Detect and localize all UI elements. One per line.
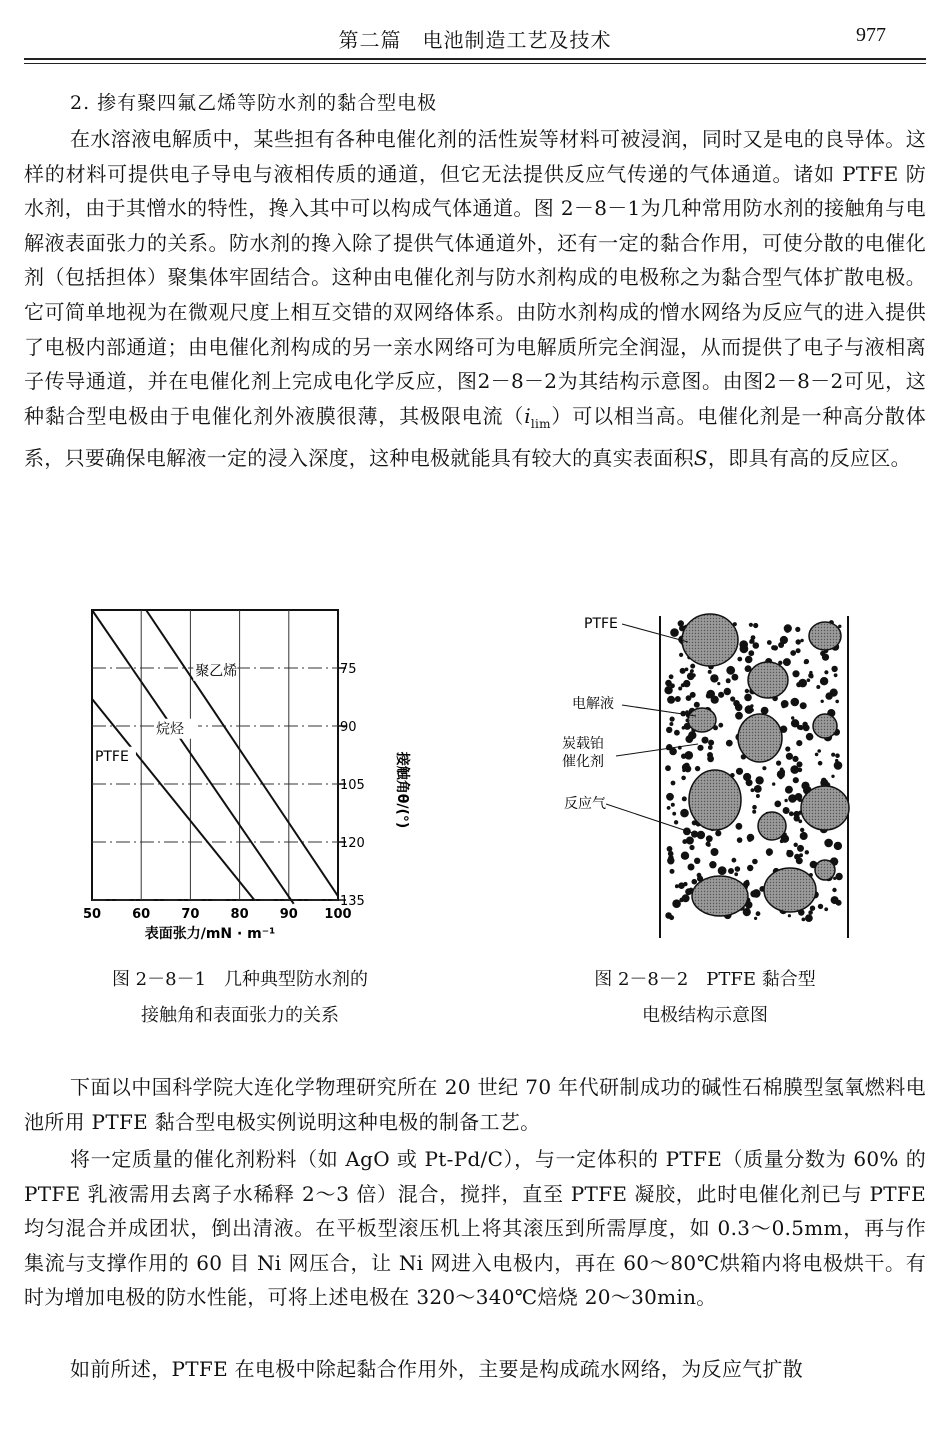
figure-1-caption (60, 962, 420, 1034)
series-label: PTFE (94, 748, 129, 765)
catalyst-particle (810, 906, 815, 911)
header-rule-thick (24, 58, 926, 60)
catalyst-particle (786, 850, 793, 857)
catalyst-particle (746, 779, 753, 786)
ptfe-particle (758, 812, 786, 840)
figure-1-caption-line2: 接触角和表面张力的关系 (141, 1005, 339, 1026)
catalyst-particle (688, 864, 695, 871)
catalyst-particle (794, 843, 798, 847)
x-tick-label: 80 (230, 907, 249, 922)
label-catalyst-line2: 催化剂 (562, 754, 604, 770)
catalyst-particle (754, 785, 762, 793)
catalyst-particle (776, 761, 781, 766)
catalyst-particle (832, 888, 836, 892)
catalyst-particle (669, 915, 674, 920)
catalyst-particle (834, 761, 843, 770)
catalyst-particle (777, 770, 785, 778)
catalyst-particle (735, 866, 741, 872)
catalyst-particle (692, 673, 696, 677)
paragraph-4: 如前所述，PTFE 在电极中除起黏合作用外，主要是构成疏水网络，为反应气扩散 (70, 1357, 804, 1381)
catalyst-particle (792, 756, 798, 762)
catalyst-particle (682, 796, 687, 801)
page-number: 977 (856, 24, 886, 46)
catalyst-particle (688, 731, 696, 739)
ptfe-particle (748, 662, 788, 698)
catalyst-particle (808, 910, 813, 915)
catalyst-particle (801, 782, 809, 790)
limit-current-subscript: lim (530, 416, 551, 431)
catalyst-particle (730, 696, 735, 701)
catalyst-particle (815, 753, 819, 757)
y-tick-label: 75 (340, 662, 357, 677)
catalyst-particle (745, 656, 753, 664)
catalyst-particle (790, 650, 796, 656)
catalyst-particle (774, 801, 781, 808)
catalyst-particle (715, 830, 721, 836)
catalyst-particle (751, 788, 755, 792)
catalyst-particle (695, 766, 700, 771)
catalyst-particle (689, 845, 694, 850)
catalyst-particle (834, 673, 838, 677)
catalyst-particle (797, 845, 804, 852)
paragraph-1-text-c: ，即具有高的反应区。 (707, 446, 911, 471)
ptfe-particle (682, 614, 738, 666)
catalyst-particle (717, 682, 720, 685)
catalyst-particle (816, 685, 820, 689)
catalyst-particle (780, 636, 788, 644)
catalyst-particle (745, 689, 749, 693)
catalyst-particle (795, 627, 800, 632)
catalyst-particle (771, 645, 776, 650)
catalyst-particle (764, 708, 768, 712)
catalyst-particle (802, 918, 806, 922)
catalyst-particle (690, 669, 694, 673)
series-label: 烷烃 (155, 721, 184, 738)
catalyst-particle (835, 753, 840, 758)
catalyst-particle (785, 786, 792, 793)
catalyst-particle (747, 865, 753, 871)
catalyst-particle (796, 639, 801, 644)
catalyst-particle (707, 755, 714, 762)
figure-1-chart (80, 600, 410, 960)
paragraph-1-text-a: 在水溶液电解质中，某些担有各种电催化剂的活性炭等材料可被浸润，同时又是电的良导体。这样的材料可提供电子导电与液相传质的通道，但它无法提供反应气传递的气体通道。诸如 PTFE 防水剂，由于其憎水的特性，搀入其中可以构成气体通道。图 2－8－1为几种常用防水剂的接触角与电解液表面张力的关系。防水剂的搀入除了提供气体通道外，还有一定的黏合作用，可使分散的电催化剂（包括担体）聚集体牢固结合。这种由电催化剂与防水剂构成的电极称之为黏合型气体扩散电极。它可简单地视为在微观尺度上相互交错的双网络体系。由防水剂构成的憎水网络为反应气的进入提供了电极内部通道；由电催化剂构成的另一亲水网络可为电解质所完全润湿，从而提供了电子与液相离子传导通道，并在电催化剂上完成电化学反应，图2－8－2为其结构示意图。由图2－8－2可见，这种黏合型电极由于电催化剂外液膜很薄，其极限电流（ (24, 127, 926, 428)
figure-1-caption-line1: 图 2－8－1 几种典型防水剂的 (111, 969, 369, 990)
catalyst-particle (805, 850, 809, 854)
catalyst-particle (678, 620, 684, 626)
catalyst-particle (752, 889, 761, 898)
catalyst-particle (825, 692, 832, 699)
catalyst-particle (800, 702, 807, 709)
catalyst-particle (756, 911, 761, 916)
catalyst-particle (711, 696, 719, 704)
catalyst-particle (706, 842, 711, 847)
paragraph-1 (24, 122, 926, 476)
catalyst-particle (669, 674, 674, 679)
figure-2-caption-line2: 电极结构示意图 (642, 1005, 768, 1026)
x-tick-label: 60 (132, 907, 151, 922)
catalyst-particle (744, 694, 752, 702)
catalyst-particle (749, 623, 753, 627)
paragraph-1-text-b: ）可以相当高。电催化剂是一种高分散体系，只要确保电解液一定的浸入深度，这种电极就能具有较大的真实表面积 (24, 403, 926, 471)
catalyst-particle (736, 768, 743, 775)
y-tick-label: 105 (340, 778, 365, 793)
catalyst-particle (783, 658, 791, 666)
catalyst-particle (735, 712, 743, 720)
catalyst-particle (697, 831, 705, 839)
catalyst-particle (789, 811, 794, 816)
surface-area-symbol: S (693, 446, 708, 471)
x-tick-label: 70 (181, 907, 200, 922)
catalyst-particle (834, 842, 842, 850)
x-axis-title: 表面张力/mN · m⁻¹ (144, 926, 276, 942)
catalyst-particle (824, 670, 828, 674)
catalyst-particle (666, 727, 672, 733)
catalyst-particle (685, 668, 689, 672)
catalyst-particle (750, 708, 754, 712)
catalyst-particle (831, 775, 834, 778)
ptfe-particle (688, 708, 716, 732)
running-title: 第二篇 电池制造工艺及技术 (338, 28, 612, 52)
catalyst-particle (755, 776, 763, 784)
catalyst-particle (785, 746, 790, 751)
catalyst-particle (737, 837, 743, 843)
catalyst-particle (748, 650, 754, 656)
catalyst-particle (752, 805, 757, 810)
ptfe-particle (738, 714, 782, 762)
catalyst-particle (683, 882, 687, 886)
catalyst-particle (670, 717, 675, 722)
catalyst-particle (671, 803, 675, 807)
catalyst-particle (667, 846, 673, 852)
catalyst-particle (793, 777, 799, 783)
label-catalyst-line1: 炭载铂 (562, 736, 604, 752)
catalyst-particle (686, 837, 694, 845)
catalyst-particle (732, 674, 739, 681)
catalyst-particle (668, 851, 674, 857)
section-heading: 2. 掺有聚四氟乙烯等防水剂的黏合型电极 (70, 92, 438, 114)
y-tick-label: 135 (340, 894, 365, 909)
catalyst-particle (818, 904, 823, 909)
y-tick-label: 120 (340, 836, 365, 851)
catalyst-particle (746, 904, 751, 909)
catalyst-particle (736, 823, 743, 830)
catalyst-particle (718, 723, 723, 728)
catalyst-particle (681, 776, 686, 781)
catalyst-particle (706, 693, 711, 698)
catalyst-particle (694, 858, 700, 864)
running-header (24, 18, 926, 62)
ptfe-particle (764, 868, 816, 912)
catalyst-particle (784, 799, 787, 802)
catalyst-particle (753, 642, 760, 649)
catalyst-particle (670, 683, 675, 688)
catalyst-particle (772, 782, 775, 785)
catalyst-particle (718, 866, 727, 875)
catalyst-particle (737, 657, 742, 662)
catalyst-particle (822, 654, 829, 661)
catalyst-particle (818, 761, 823, 766)
catalyst-particle (800, 639, 803, 642)
catalyst-particle (670, 628, 679, 637)
catalyst-particle (692, 879, 698, 885)
catalyst-particle (805, 914, 813, 922)
catalyst-particle (681, 754, 686, 759)
catalyst-particle (781, 700, 789, 708)
x-tick-label: 50 (82, 907, 102, 922)
catalyst-particle (803, 724, 810, 731)
catalyst-particle (780, 839, 784, 843)
catalyst-particle (674, 730, 680, 736)
catalyst-particle (753, 623, 758, 628)
x-tick-label: 90 (279, 907, 298, 922)
label-electrolyte: 电解液 (572, 696, 614, 712)
catalyst-particle (756, 794, 760, 798)
catalyst-particle (724, 688, 731, 695)
catalyst-particle (807, 678, 811, 682)
catalyst-particle (798, 679, 807, 688)
catalyst-particle (685, 710, 689, 714)
paragraph-3: 将一定质量的催化剂粉料（如 AgO 或 Pt-Pd/C），与一定体积的 PTFE（质量分数为 60% 的 PTFE 乳液需用去离子水稀释 2～3 倍）混合，搅拌，直至 PTFE 凝胶，此时电催化剂已与 PTFE 均匀混合并成团状，倒出清液。在平板型滚压机上将其滚压到所需厚度，如 0.3～0.5mm，再与作集流与支撑作用的 60 目 Ni 网压合，让 Ni 网进入电极内，再在 60～80℃烘箱内将电极烘干。有时为增加电极的防水性能，可将上述电极在 320～340℃焙烧 20～30min。 (24, 1147, 926, 1310)
catalyst-particle (726, 666, 735, 675)
catalyst-particle (835, 759, 838, 762)
leader-gas (606, 804, 696, 834)
catalyst-particle (709, 861, 716, 868)
catalyst-particle (831, 666, 837, 672)
header-rule-thin (24, 63, 926, 64)
catalyst-particle (798, 819, 802, 823)
catalyst-particle (675, 884, 679, 888)
catalyst-particle (669, 722, 673, 726)
catalyst-particle (835, 873, 842, 880)
catalyst-particle (786, 753, 793, 760)
catalyst-particle (797, 761, 803, 767)
catalyst-particle (824, 839, 833, 848)
catalyst-particle (754, 917, 757, 920)
catalyst-particle (711, 848, 719, 856)
catalyst-particle (817, 749, 821, 753)
ptfe-particle (815, 860, 835, 880)
ptfe-particle (801, 786, 849, 830)
catalyst-particle (749, 640, 753, 644)
series-line (146, 610, 338, 896)
catalyst-particle (783, 807, 790, 814)
ptfe-particle (813, 714, 837, 738)
catalyst-particle (796, 740, 802, 746)
ptfe-particle (692, 876, 748, 916)
catalyst-particle (683, 680, 690, 687)
catalyst-particle (706, 835, 713, 842)
catalyst-particle (665, 765, 671, 771)
catalyst-particle (796, 857, 803, 864)
series-label: 聚乙烯 (195, 663, 238, 680)
catalyst-particle (791, 716, 794, 719)
catalyst-particle (670, 869, 675, 874)
catalyst-particle (708, 745, 713, 750)
catalyst-particle (667, 857, 674, 864)
catalyst-particle (797, 725, 802, 730)
catalyst-particle (671, 781, 676, 786)
catalyst-particle (718, 692, 724, 698)
catalyst-particle (686, 753, 689, 756)
catalyst-particle (804, 659, 809, 664)
figure-2-schematic (550, 608, 860, 948)
catalyst-particle (732, 858, 737, 863)
catalyst-particle (809, 674, 813, 678)
catalyst-particle (762, 766, 766, 770)
catalyst-particle (666, 793, 674, 801)
catalyst-particle (792, 670, 799, 677)
catalyst-particle (675, 696, 681, 702)
catalyst-particle (726, 740, 733, 747)
paragraph-2: 下面以中国科学院大连化学物理研究所在 20 世纪 70 年代研制成功的碱性石棉膜型氢氧燃料电池所用 PTFE 黏合型电极实例说明这种电极的制备工艺。 (24, 1075, 926, 1134)
catalyst-particle (767, 851, 772, 856)
catalyst-particle (800, 828, 804, 832)
catalyst-particle (823, 678, 828, 683)
catalyst-particle (833, 877, 836, 880)
catalyst-particle (684, 765, 691, 772)
catalyst-particle (785, 627, 791, 633)
catalyst-particle (752, 859, 758, 865)
catalyst-particle (806, 733, 814, 741)
catalyst-particle (708, 740, 714, 746)
x-tick-label: 100 (324, 907, 352, 922)
catalyst-particle (750, 704, 753, 707)
y-axis-title: 接触角θ/(°) (394, 751, 410, 829)
catalyst-particle (739, 640, 748, 649)
catalyst-particle (796, 648, 801, 653)
catalyst-particle (752, 810, 756, 814)
catalyst-particle (678, 687, 682, 691)
catalyst-particle (667, 696, 675, 704)
catalyst-particle (791, 698, 800, 707)
catalyst-particle (788, 914, 791, 917)
label-gas: 反应气 (564, 796, 606, 812)
catalyst-particle (710, 674, 718, 682)
catalyst-particle (767, 640, 772, 645)
catalyst-particle (835, 700, 839, 704)
catalyst-particle (747, 834, 755, 842)
figure-2-caption (540, 962, 870, 1034)
limit-current-symbol: i (524, 403, 531, 428)
catalyst-particle (679, 653, 683, 657)
catalyst-particle (697, 745, 703, 751)
catalyst-particle (667, 806, 671, 810)
catalyst-particle (799, 853, 803, 857)
catalyst-particle (836, 900, 842, 906)
catalyst-particle (683, 839, 688, 844)
catalyst-particle (694, 702, 700, 708)
catalyst-particle (821, 700, 824, 703)
ptfe-particle (689, 770, 741, 830)
catalyst-particle (690, 692, 696, 698)
y-tick-label: 90 (340, 720, 357, 735)
catalyst-particle (705, 737, 708, 740)
catalyst-particle (745, 880, 749, 884)
label-ptfe: PTFE (584, 616, 618, 632)
catalyst-particle (734, 872, 738, 876)
catalyst-particle (800, 832, 808, 840)
catalyst-particle (728, 868, 734, 874)
catalyst-particle (681, 852, 689, 860)
catalyst-particle (680, 809, 689, 818)
catalyst-particle (726, 678, 731, 683)
catalyst-particle (682, 894, 690, 902)
figure-2-caption-line1: 图 2－8－2 PTFE 黏合型 (594, 969, 816, 990)
catalyst-particle (672, 812, 676, 816)
catalyst-particle (690, 664, 695, 669)
catalyst-particle (831, 753, 835, 757)
catalyst-particle (708, 670, 712, 674)
catalyst-particle (674, 820, 678, 824)
ptfe-particle (809, 622, 841, 650)
catalyst-particle (824, 907, 828, 911)
